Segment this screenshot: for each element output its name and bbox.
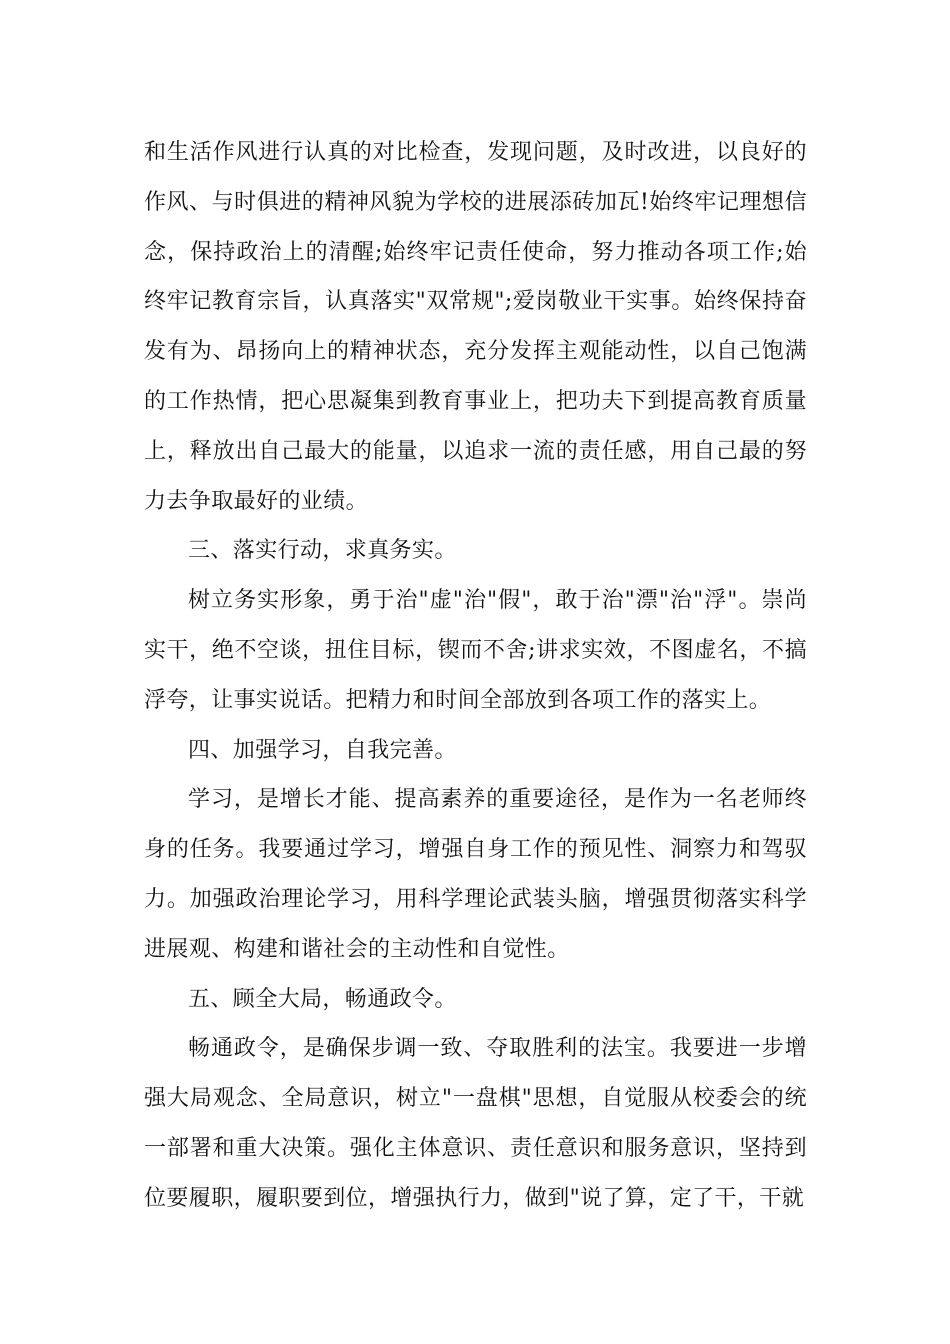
section-heading-4: 四、加强学习，自我完善。: [188, 737, 457, 763]
paragraph-pragmatic-image: 树立务实形象，勇于治"虚"治"假"，敢于治"漂"治"浮"。崇尚实干，绝不空谈，扭住目标，锲而不舍;讲求实效，不图虚名，不搞浮夸，让事实说话。把精力和时间全部放到各项工作的落实上。: [144, 588, 807, 713]
paragraph-learning: 学习，是增长才能、提高素养的重要途径，是作为一名老师终身的任务。我要通过学习，增强自身工作的预见性、洞察力和驾驭力。加强政治理论学习，用科学理论武装头脑，增强贯彻落实科学进展观、构建和谐社会的主动性和自觉性。: [144, 787, 807, 962]
section-heading-3: 三、落实行动，求真务实。: [188, 538, 457, 564]
section-heading-5: 五、顾全大局，畅通政令。: [188, 986, 457, 1012]
document-body: [144, 128, 807, 1224]
paragraph-policy-flow: 畅通政令，是确保步调一致、夺取胜利的法宝。我要进一步增强大局观念、全局意识，树立"一盘棋"思想，自觉服从校委会的统一部署和重大决策。强化主体意识、责任意识和服务意识，坚持到位要履职，履职要到位，增强执行力，做到"说了算，定了干，干就: [144, 1036, 807, 1211]
paragraph-conduct-review: 和生活作风进行认真的对比检查，发现问题，及时改进，以良好的作风、与时俱进的精神风貌为学校的进展添砖加瓦!始终牢记理想信念，保持政治上的清醒;始终牢记责任使命，努力推动各项工作;始终牢记教育宗旨，认真落实"双常规";爱岗敬业干实事。始终保持奋发有为、昂扬向上的精神状态，充分发挥主观能动性，以自己饱满的工作热情，把心思凝集到教育事业上，把功夫下到提高教育质量上，释放出自己最大的能量，以追求一流的责任感，用自己最的努力去争取最好的业绩。: [144, 140, 807, 514]
